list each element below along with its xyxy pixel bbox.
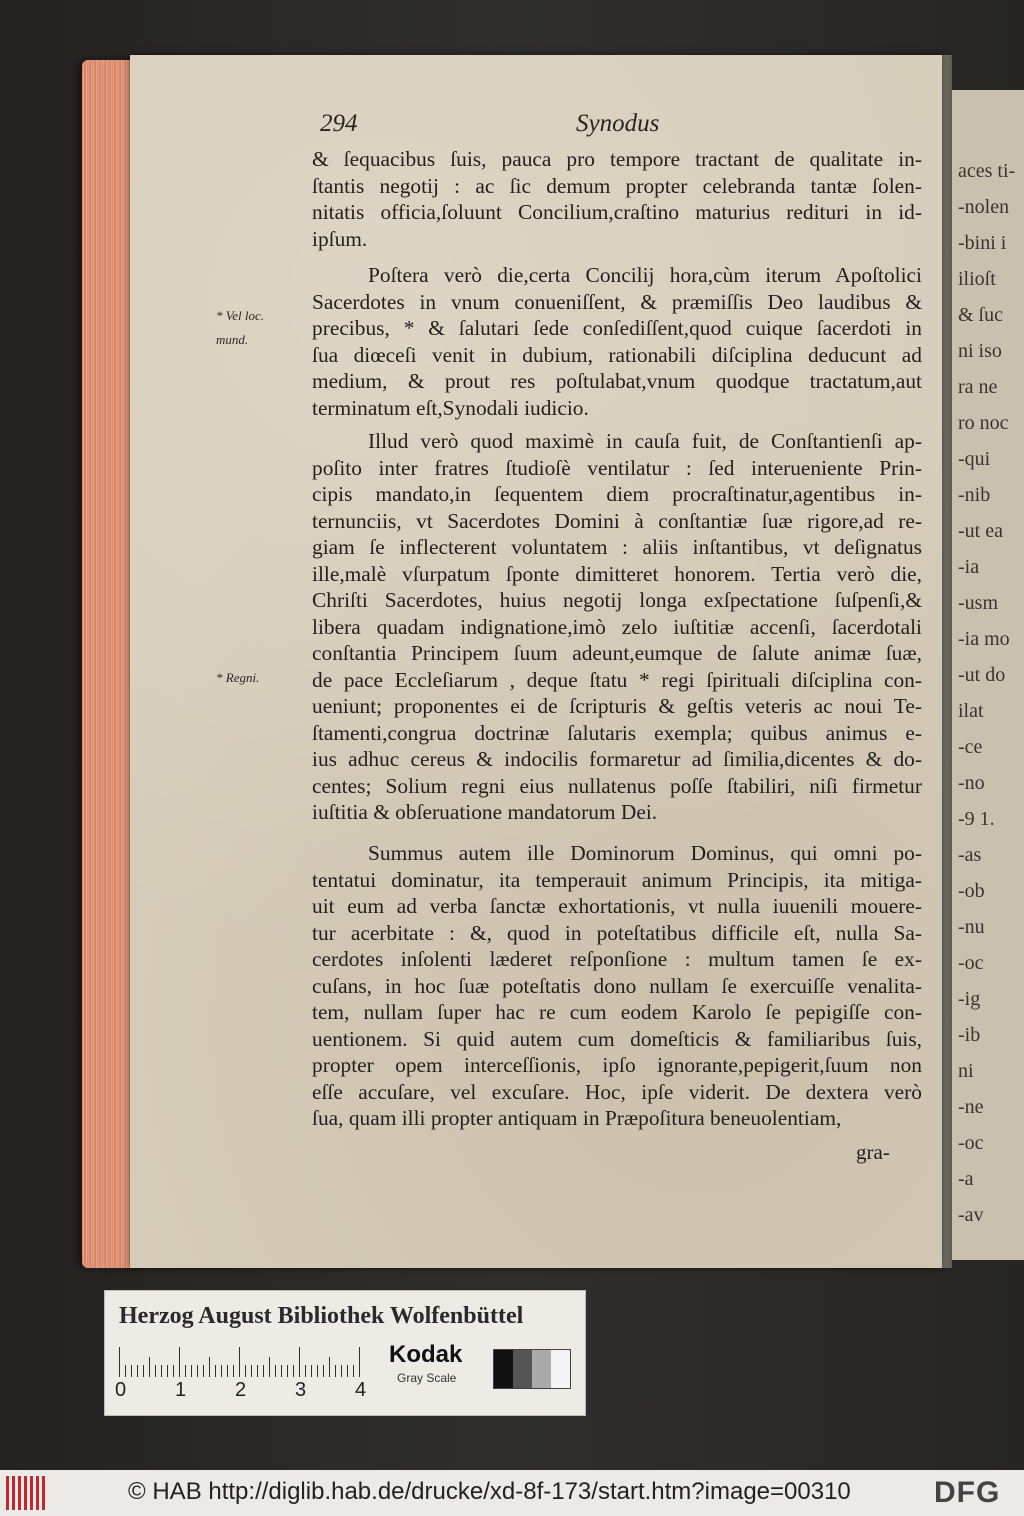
ruler-tick — [245, 1365, 246, 1377]
text-line: eſſe accuſare, vel excuſare. Hoc, ipſe viderit. De dextera verò — [312, 1079, 922, 1104]
text-line: precibus, * & ſalutari ſede conſediſſent,quod cuique ſacerdoti in — [312, 316, 922, 340]
facing-page-text: -nu — [958, 916, 985, 938]
text-line: uit eum ad verba ſanctæ exhortationis, vt nulla iuuenili mouere- — [312, 894, 922, 918]
text-line: terminatum eſt,Synodali iudicio. — [312, 395, 589, 420]
ruler-number: 4 — [355, 1379, 367, 1401]
text-line: ueniunt; proponentes ei de ſcripturis & geſtis veteris ac noui Te- — [312, 694, 922, 718]
ruler-tick — [209, 1357, 210, 1377]
text-line: Chriſti Sacerdotes, huius negotij longa exſpectatione ſuſpenſi,& — [312, 588, 922, 612]
text-line: & ſequacibus ſuis, pauca pro tempore tractant de qualitate in- — [312, 147, 922, 171]
facing-page-fragment — [952, 90, 1024, 1260]
ruler-tick — [305, 1365, 306, 1377]
facing-page-text: -ne — [958, 1096, 984, 1118]
facing-page-text: -ob — [958, 880, 985, 902]
scale-ruler — [119, 1347, 369, 1377]
text-line: Illud verò quod maximè in cauſa fuit, de Conſtantienſi ap- — [368, 429, 922, 453]
text-line: libera quadam indignatione,imò zelo iuſtitiæ accenſi, ſacerdotali — [312, 614, 922, 639]
viewer-footer — [0, 1470, 1024, 1516]
swatch-dark-gray — [513, 1350, 532, 1388]
color-calibration-card — [104, 1290, 586, 1416]
text-line: de pace Eccleſiarum , deque ſtatu * regi ſpirituali diſciplina con- — [312, 667, 922, 692]
ruler-tick — [191, 1365, 192, 1377]
facing-page-text: -no — [958, 772, 985, 794]
text-line: giam ſe inflecterent voluntatem : aliis inſtantibus, vt deſignatus — [312, 535, 922, 559]
facing-page-text: -ib — [958, 1024, 981, 1046]
text-line: ille,malè vſurpatum ſponte dimitteret honorem. Tertia verò die, — [312, 561, 922, 586]
text-line: cerdotes inſolenti læderet reſponſione : multum tamen ſe ex- — [312, 947, 922, 971]
facing-page-text: ra ne — [958, 376, 998, 398]
ruler-tick — [293, 1365, 294, 1377]
ruler-tick — [257, 1365, 258, 1377]
facing-page-text: ni — [958, 1060, 974, 1082]
ruler-tick — [233, 1365, 234, 1377]
ruler-tick — [197, 1365, 198, 1377]
swatch-black — [494, 1350, 513, 1388]
facing-page-text: -ig — [958, 988, 981, 1010]
library-name: Herzog August Bibliothek Wolfenbüttel — [119, 1303, 524, 1329]
ruler-tick — [323, 1365, 324, 1377]
ruler-number: 3 — [295, 1379, 307, 1401]
dfg-logo: DFG — [934, 1476, 1001, 1509]
catchword: gra- — [856, 1140, 890, 1164]
text-line: ſtamenti,congrua doctrinæ ſalutaris exempla; quibus animus e- — [312, 720, 922, 745]
ruler-tick — [185, 1365, 186, 1377]
text-line: ternunciis, vt Sacerdotes Domini à conſtantiæ ſuæ rigore,ad re- — [312, 508, 922, 533]
ruler-numbers — [115, 1379, 395, 1405]
text-line: ſtantis negotij : ac ſic demum propter celebranda tantæ ſolen- — [312, 173, 922, 198]
text-line: medium, & prout res poſtulabat,vnum quodque tractatum,aut — [312, 369, 922, 393]
ruler-number: 0 — [115, 1379, 127, 1401]
text-line: cuſans, in hoc ſuæ poteſtatis dono nullam ſe exercuiſſe venalita- — [312, 973, 922, 998]
ruler-tick — [251, 1365, 252, 1377]
hab-barcode-logo — [6, 1476, 46, 1510]
paragraph-3 — [312, 428, 922, 826]
text-line: ſua diœceſi venit in dubium, rationabili diſciplina deducunt ad — [312, 342, 922, 367]
text-line: Poſtera verò die,certa Concilij hora,cùm iterum Apoſtolici — [368, 263, 922, 287]
ruler-tick — [353, 1365, 354, 1377]
paragraph-1 — [312, 146, 922, 252]
text-line: nitatis officia,ſoluunt Concilium,craſtino maturius redituri in id- — [312, 200, 922, 224]
swatch-white — [551, 1350, 570, 1388]
text-line: poſito inter fratres ſtudioſè ventilatur : ſed interueniente Prin- — [312, 455, 922, 480]
text-line: ipſum. — [312, 226, 368, 251]
facing-page-text: -bini i — [958, 232, 1007, 254]
running-title: Synodus — [576, 110, 660, 137]
facing-page-text: -as — [958, 844, 982, 866]
facing-page-text: -ia — [958, 556, 980, 578]
facing-page-text: & ſuc — [958, 304, 1003, 326]
ruler-tick — [359, 1347, 360, 1377]
paragraph-4 — [312, 840, 922, 1132]
facing-page-text: -ce — [958, 736, 983, 758]
paragraph-2 — [312, 262, 922, 421]
ruler-tick — [143, 1365, 144, 1377]
ruler-tick — [125, 1365, 126, 1377]
ruler-tick — [275, 1365, 276, 1377]
ruler-tick — [179, 1347, 180, 1377]
text-line: conſtantia Principem ſuum adeunt,eumque de ſalute animæ ſuæ, — [312, 641, 922, 665]
page-number: 294 — [320, 110, 358, 137]
text-line: ius adhuc cereus & indocilis formaretur ad ſimilia,dicentes & do- — [312, 747, 922, 771]
facing-page-text: ilioſt — [958, 268, 996, 290]
facing-page-text: ilat — [958, 700, 984, 722]
text-line: uentionem. Si quid autem cum domeſticis & familiaribus ſuis, — [312, 1026, 922, 1051]
facing-page-text: ni iso — [958, 340, 1002, 362]
ruler-tick — [167, 1365, 168, 1377]
facing-page-text: aces ti- — [958, 160, 1016, 182]
text-line: tentatui dominatur, ita temperauit animum Principis, ita mitiga- — [312, 867, 922, 892]
facing-page-text: -a — [958, 1168, 974, 1190]
ruler-tick — [287, 1365, 288, 1377]
text-line: Sacerdotes in vnum conueniſſent, & præmiſſis Deo laudibus & — [312, 289, 922, 314]
facing-page-text: -oc — [958, 952, 984, 974]
ruler-tick — [161, 1365, 162, 1377]
source-url[interactable]: © HAB http://diglib.hab.de/drucke/xd-8f-173/start.htm?image=00310 — [128, 1478, 851, 1505]
text-line: ſua, quam illi propter antiquam in Præpoſitura beneuolentiam, — [312, 1106, 842, 1130]
ruler-tick — [311, 1365, 312, 1377]
gray-swatches — [493, 1349, 571, 1389]
facing-page-text: -nolen — [958, 196, 1010, 218]
margin-note-1: * Vel loc. mund. — [216, 308, 265, 347]
facing-page-text: -usm — [958, 592, 998, 614]
ruler-tick — [299, 1347, 300, 1377]
text-line: propter opem interceſſionis, ipſo ignorante,pepigerit,ſuum non — [312, 1053, 922, 1077]
ruler-tick — [203, 1365, 204, 1377]
ruler-tick — [347, 1365, 348, 1377]
ruler-tick — [317, 1365, 318, 1377]
ruler-number: 2 — [235, 1379, 247, 1401]
ruler-tick — [335, 1365, 336, 1377]
facing-page-text: -ut do — [958, 664, 1006, 686]
facing-page-text: -qui — [958, 448, 991, 470]
margin-note-2: * Regni. — [216, 670, 260, 685]
ruler-tick — [263, 1365, 264, 1377]
swatch-light-gray — [532, 1350, 551, 1388]
ruler-tick — [137, 1365, 138, 1377]
ruler-number: 1 — [175, 1379, 187, 1401]
ruler-tick — [149, 1357, 150, 1377]
facing-page-text: -av — [958, 1204, 984, 1226]
ruler-tick — [215, 1365, 216, 1377]
ruler-tick — [173, 1365, 174, 1377]
ruler-tick — [269, 1357, 270, 1377]
ruler-tick — [227, 1365, 228, 1377]
gray-scale-label: Gray Scale — [397, 1371, 457, 1385]
facing-page-text: ro noc — [958, 412, 1009, 434]
text-line: tem, nullam ſuper hac re cum eodem Karolo ſe pepigiſſe con- — [312, 1000, 922, 1024]
text-line: iuſtitia & obſeruatione mandatorum Dei. — [312, 800, 658, 824]
ruler-tick — [281, 1365, 282, 1377]
ruler-tick — [119, 1347, 120, 1377]
facing-page-text: -ut ea — [958, 520, 1003, 542]
facing-page-text: -9 1. — [958, 808, 995, 830]
facing-page-text: -nib — [958, 484, 991, 506]
ruler-tick — [155, 1365, 156, 1377]
ruler-tick — [341, 1365, 342, 1377]
text-line: Summus autem ille Dominorum Dominus, qui omni po- — [368, 841, 922, 865]
ruler-tick — [239, 1347, 240, 1377]
text-line: tur acerbitate : &, quod in poteſtatibus difficile eſt, nulla Sa- — [312, 920, 922, 945]
ruler-tick — [131, 1365, 132, 1377]
ruler-tick — [221, 1365, 222, 1377]
facing-page-text: -ia mo — [958, 628, 1010, 650]
text-line: centes; Solium regni eius nullatenus poſſe ſtabiliri, niſi firmetur — [312, 773, 922, 798]
ruler-tick — [329, 1357, 330, 1377]
text-line: cipis mandato,in ſequentem diem procraſtinatur,agentibus in- — [312, 482, 922, 506]
facing-page-text: -oc — [958, 1132, 984, 1154]
kodak-logo: Kodak — [389, 1341, 463, 1368]
